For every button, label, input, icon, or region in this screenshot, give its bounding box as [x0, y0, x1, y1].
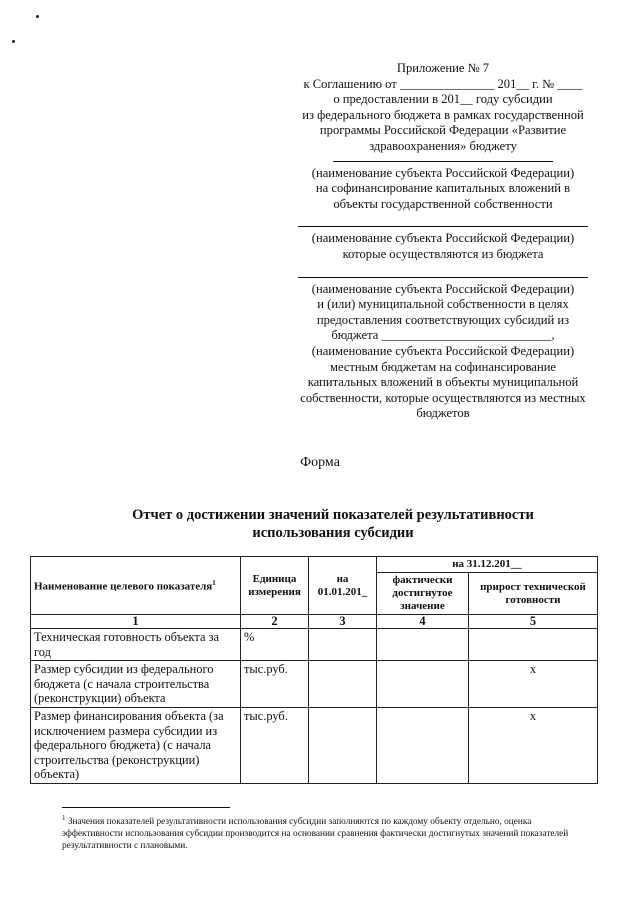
column-number: 3 [309, 615, 377, 629]
header-line: к Соглашению от _______________ 201__ г. № ____ [303, 76, 583, 91]
column-number: 2 [241, 615, 309, 629]
unit-cell: тыс.руб. [241, 661, 309, 708]
header-line: капитальных вложений в объекты муниципальной [307, 375, 579, 390]
column-number: 1 [31, 615, 241, 629]
growth-cell [469, 629, 598, 661]
header-line: (наименование субъекта Российской Федерации) [311, 281, 575, 296]
table-header-row [31, 557, 598, 573]
header-line: которые осуществляются из бюджета [342, 246, 544, 261]
actual-value-cell [377, 629, 469, 661]
actual-value-cell [377, 707, 469, 783]
start-value-cell [309, 707, 377, 783]
actual-value-cell [377, 661, 469, 708]
fill-in-line [298, 226, 588, 227]
header-line: о предоставлении в 201__ году субсидии [333, 92, 553, 107]
header-line: программы Российской Федерации «Развитие [319, 123, 567, 138]
header-growth: прирост технической готовности [469, 573, 598, 615]
header-line: на софинансирование капитальных вложений в [315, 181, 571, 196]
header-unit: Единица измерения [241, 557, 309, 615]
indicator-name: Техническая готовность объекта за год [31, 629, 241, 661]
start-value-cell [309, 661, 377, 708]
header-start-date: на 01.01.201_ [309, 557, 377, 615]
report-title-line: Отчет о достижении значений показателей результативности [132, 507, 534, 523]
indicator-name: Размер финансирования объекта (за исключением размера субсидии из федерального бюджета) (с начала строительства (реконструкции) объекта) [31, 707, 241, 783]
header-line: объекты государственной собственности [333, 196, 553, 211]
header-line: здравоохранения» бюджету [369, 138, 517, 153]
fill-in-line [333, 161, 553, 162]
footnote [62, 812, 592, 852]
header-end-date-group: на 31.12.201__ [377, 557, 598, 573]
column-number: 4 [377, 615, 469, 629]
header-line: местным бюджетам на софинансирование [329, 359, 557, 374]
unit-cell: % [241, 629, 309, 661]
header-line: из федерального бюджета в рамках государственной [302, 107, 584, 122]
report-title [0, 506, 640, 542]
fill-in-line [298, 277, 588, 278]
header-indicator: Наименование целевого показателя$^1$ [31, 557, 241, 615]
growth-cell: х [469, 707, 598, 783]
report-title-line: использования субсидии [252, 525, 414, 541]
table-row [31, 707, 598, 783]
header-line: собственности, которые осуществляются из местных [300, 390, 586, 405]
table-row [31, 629, 598, 661]
column-number-row [31, 615, 598, 629]
appendix-header [290, 61, 596, 422]
footnote-text: Значения показателей результативности использования субсидии заполняются по каждому объекту отдельно, оценка эффективности использования субсидии производится на основании сравнения фактически достигнутых значений показателей результативности с плановыми. [62, 817, 569, 852]
header-actual-value: фактически достигнутое значение [377, 573, 469, 615]
scan-speck [12, 40, 15, 43]
header-line: (наименование субъекта Российской Федерации) [311, 165, 575, 180]
footnote-marker: 1 [62, 814, 66, 822]
unit-cell: тыс.руб. [241, 707, 309, 783]
footnote-separator [62, 807, 230, 808]
header-line: (наименование субъекта Российской Федерации) [311, 231, 575, 246]
growth-cell: х [469, 661, 598, 708]
form-label: Форма [300, 455, 340, 470]
scan-speck [36, 15, 39, 18]
header-line: бюджета ___________________________, [331, 328, 555, 343]
column-number: 5 [469, 615, 598, 629]
header-line: и (или) муниципальной собственности в целях [317, 297, 569, 312]
header-line: (наименование субъекта Российской Федерации) [311, 343, 575, 358]
table-row [31, 661, 598, 708]
footnote-marker: 1 [212, 579, 216, 588]
report-table [30, 556, 598, 784]
header-line: Приложение № 7 [396, 61, 490, 75]
header-line: предоставления соответствующих субсидий из [316, 312, 570, 327]
indicator-name: Размер субсидии из федерального бюджета (с начала строительства (реконструкции) объекта [31, 661, 241, 708]
header-line: бюджетов [416, 406, 470, 421]
start-value-cell [309, 629, 377, 661]
